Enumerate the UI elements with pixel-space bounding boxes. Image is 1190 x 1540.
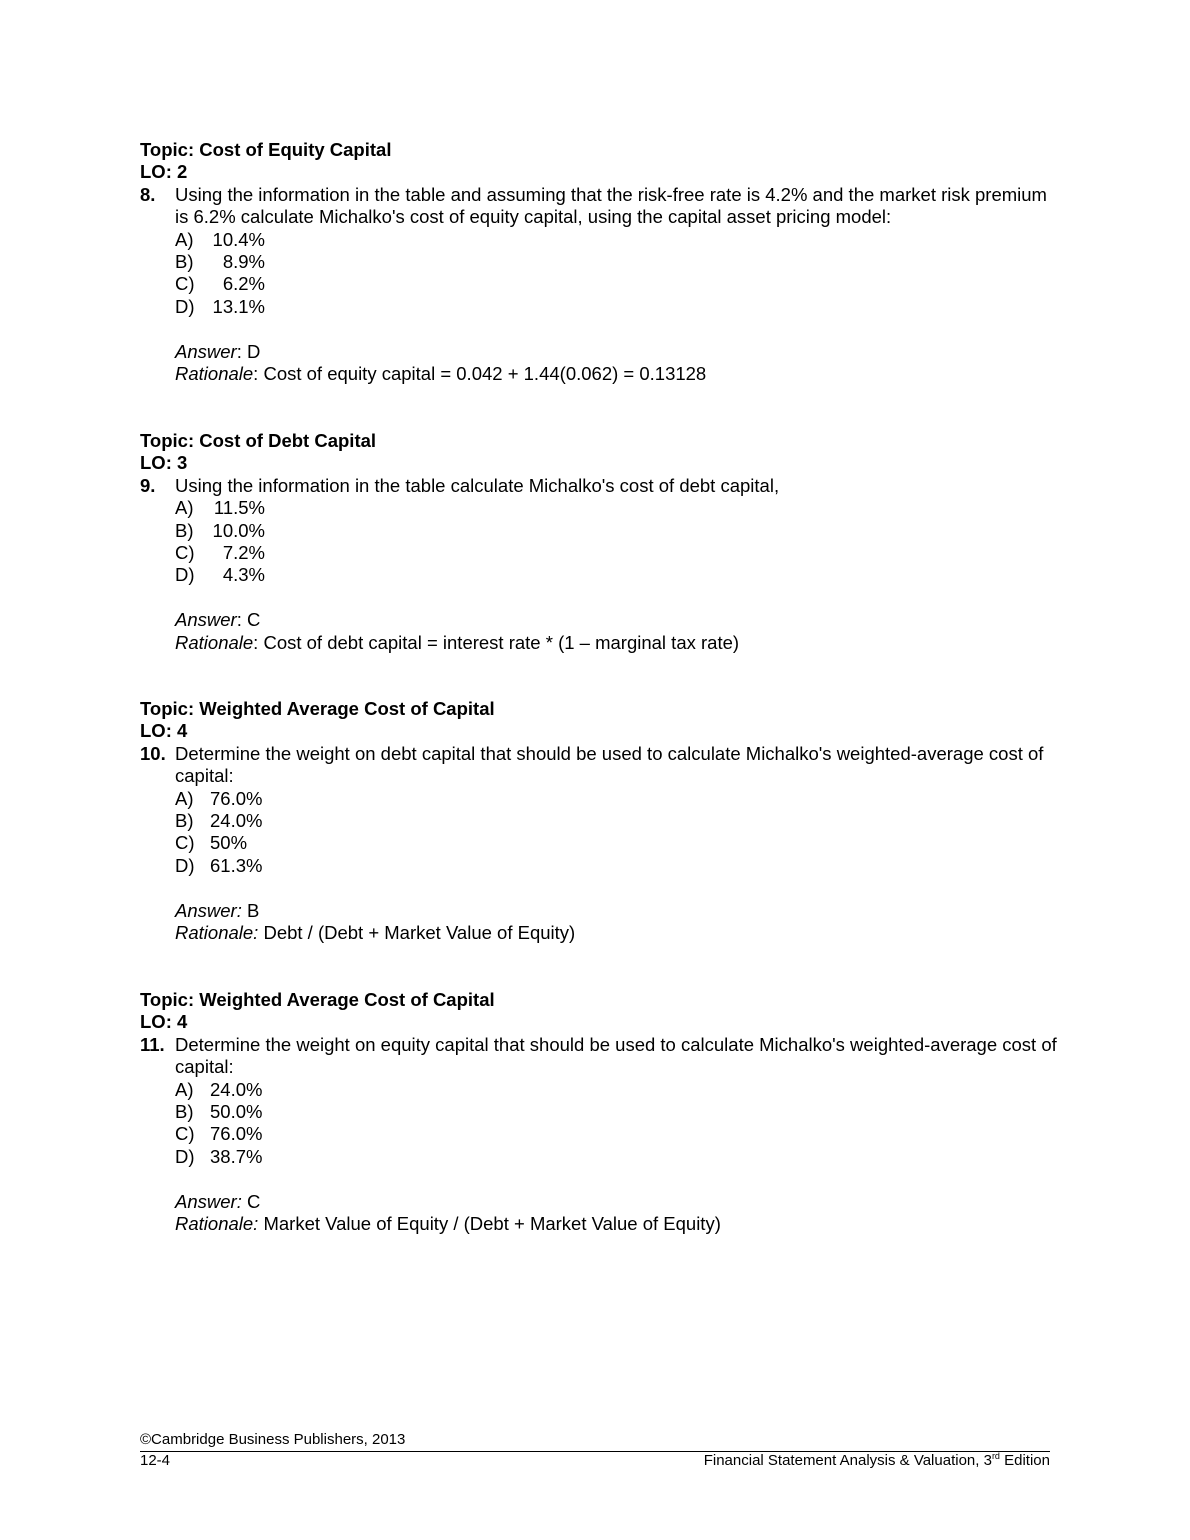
rationale-text: Debt / (Debt + Market Value of Equity) — [263, 922, 576, 944]
rationale-label: Rationale — [175, 631, 254, 653]
choice-letter: D) — [175, 1145, 195, 1167]
answer-label: Answer: — [175, 899, 242, 921]
choice-value: 38.7% — [210, 1145, 263, 1167]
question-text: Determine the weight on equity capital that should be used to calculate Michalko's weighted-average cost of capital: — [175, 1033, 1057, 1078]
choice-letter: A) — [175, 787, 194, 809]
choice-value: 10.4% — [212, 228, 265, 250]
answer-separator: : — [236, 609, 247, 631]
rationale-separator: : — [253, 363, 264, 385]
choice-letter: C) — [175, 832, 195, 854]
choice-value: 50% — [210, 832, 248, 854]
learning-objective: LO: 4 — [140, 720, 188, 742]
choice-d — [175, 564, 1060, 586]
question-number: 11. — [140, 1033, 165, 1055]
choice-letter: B) — [175, 251, 194, 273]
question-block-11 — [140, 989, 1060, 1235]
book-title-prefix: Financial Statement Analysis & Valuation, 3 — [703, 1452, 992, 1469]
choice-value: 24.0% — [210, 810, 263, 832]
rationale-label: Rationale: — [175, 922, 259, 944]
question-stem — [140, 184, 1060, 229]
choice-value: 61.3% — [210, 854, 263, 876]
answer-separator: : — [236, 340, 247, 362]
rationale-line — [175, 632, 1060, 654]
question-text: Using the information in the table calculate Michalko's cost of debt capital, — [175, 474, 780, 496]
choice-value: 11.5% — [213, 497, 265, 519]
answer-line — [175, 341, 1060, 363]
answer-label: Answer — [175, 609, 237, 631]
choice-a — [175, 1079, 1060, 1101]
rationale-separator: : — [253, 631, 264, 653]
choice-b — [175, 1101, 1060, 1123]
answer-value: B — [246, 899, 260, 921]
choice-a — [175, 497, 1060, 519]
learning-objective: LO: 2 — [140, 161, 188, 183]
choice-d — [175, 1146, 1060, 1168]
answer-block — [175, 609, 1060, 654]
question-number: 10. — [140, 742, 166, 764]
book-title-superscript: rd — [991, 1451, 1000, 1461]
question-stem — [140, 1034, 1060, 1079]
rationale-text: Market Value of Equity / (Debt + Market Value of Equity) — [263, 1213, 721, 1235]
choice-letter: D) — [175, 564, 195, 586]
answer-line — [175, 609, 1060, 631]
answer-line — [175, 1191, 1060, 1213]
choice-value: 76.0% — [210, 1123, 263, 1145]
answer-value: C — [246, 609, 261, 631]
choice-value: 10.0% — [212, 519, 265, 541]
question-block-9 — [140, 430, 1060, 654]
topic-heading: Topic: Cost of Debt Capital — [140, 430, 377, 451]
question-number: 9. — [140, 474, 156, 496]
page-number: 12-4 — [140, 1452, 171, 1469]
choice-value: 24.0% — [210, 1078, 263, 1100]
book-title — [704, 1452, 1050, 1470]
answer-block — [175, 1191, 1060, 1236]
choice-letter: D) — [175, 854, 195, 876]
choice-value: 6.2% — [222, 273, 265, 295]
choice-letter: D) — [175, 295, 195, 317]
answer-label: Answer: — [175, 1190, 242, 1212]
footer-copyright: ©Cambridge Business Publishers, 2013 — [140, 1431, 406, 1448]
topic-heading: Topic: Weighted Average Cost of Capital — [140, 698, 495, 719]
choice-value: 4.3% — [222, 564, 265, 586]
choice-list — [175, 788, 1060, 878]
learning-objective: LO: 3 — [140, 452, 188, 474]
choice-a — [175, 788, 1060, 810]
choice-letter: B) — [175, 810, 194, 832]
choice-value: 50.0% — [210, 1101, 263, 1123]
choice-value: 76.0% — [210, 787, 263, 809]
question-stem — [140, 475, 1060, 497]
choice-letter: C) — [175, 1123, 195, 1145]
choice-letter: A) — [175, 497, 194, 519]
rationale-text: Cost of equity capital = 0.042 + 1.44(0.062) = 0.13128 — [263, 363, 707, 385]
topic-heading: Topic: Cost of Equity Capital — [140, 139, 392, 160]
answer-label: Answer — [175, 340, 237, 362]
choice-list — [175, 229, 1060, 319]
choice-letter: C) — [175, 273, 195, 295]
choice-value: 7.2% — [222, 542, 265, 564]
learning-objective: LO: 4 — [140, 1011, 188, 1033]
answer-line — [175, 900, 1060, 922]
choice-c — [175, 1123, 1060, 1145]
choice-c — [175, 273, 1060, 295]
question-text: Using the information in the table and assuming that the risk-free rate is 4.2% and the market risk premium is 6.2% calculate Michalko's cost of equity capital, using the capital asset pricing model: — [175, 183, 1047, 228]
choice-letter: B) — [175, 519, 194, 541]
question-block-10 — [140, 698, 1060, 944]
answer-block — [175, 900, 1060, 945]
topic-heading: Topic: Weighted Average Cost of Capital — [140, 989, 495, 1010]
rationale-line — [175, 363, 1060, 385]
rationale-label: Rationale: — [175, 1213, 259, 1235]
choice-letter: A) — [175, 228, 194, 250]
choice-b — [175, 520, 1060, 542]
rationale-line — [175, 1213, 1060, 1235]
choice-b — [175, 810, 1060, 832]
choice-d — [175, 855, 1060, 877]
rationale-label: Rationale — [175, 363, 254, 385]
choice-c — [175, 542, 1060, 564]
book-title-suffix: Edition — [999, 1452, 1050, 1469]
choice-d — [175, 296, 1060, 318]
choice-value: 13.1% — [212, 295, 265, 317]
choice-b — [175, 251, 1060, 273]
question-block-8 — [140, 139, 1060, 385]
choice-list — [175, 1079, 1060, 1169]
question-number: 8. — [140, 183, 156, 205]
answer-value: C — [246, 1190, 261, 1212]
question-text: Determine the weight on debt capital that should be used to calculate Michalko's weighted-average cost of capital: — [175, 742, 1044, 787]
footer-bottom-row — [140, 1452, 1050, 1470]
choice-letter: A) — [175, 1078, 194, 1100]
choice-c — [175, 832, 1060, 854]
rationale-line — [175, 922, 1060, 944]
question-stem — [140, 743, 1060, 788]
answer-value: D — [246, 340, 261, 362]
choice-letter: B) — [175, 1101, 194, 1123]
answer-block — [175, 341, 1060, 386]
choice-a — [175, 229, 1060, 251]
choice-value: 8.9% — [222, 251, 265, 273]
choice-list — [175, 497, 1060, 587]
rationale-text: Cost of debt capital = interest rate * (1 – marginal tax rate) — [263, 631, 740, 653]
choice-letter: C) — [175, 542, 195, 564]
